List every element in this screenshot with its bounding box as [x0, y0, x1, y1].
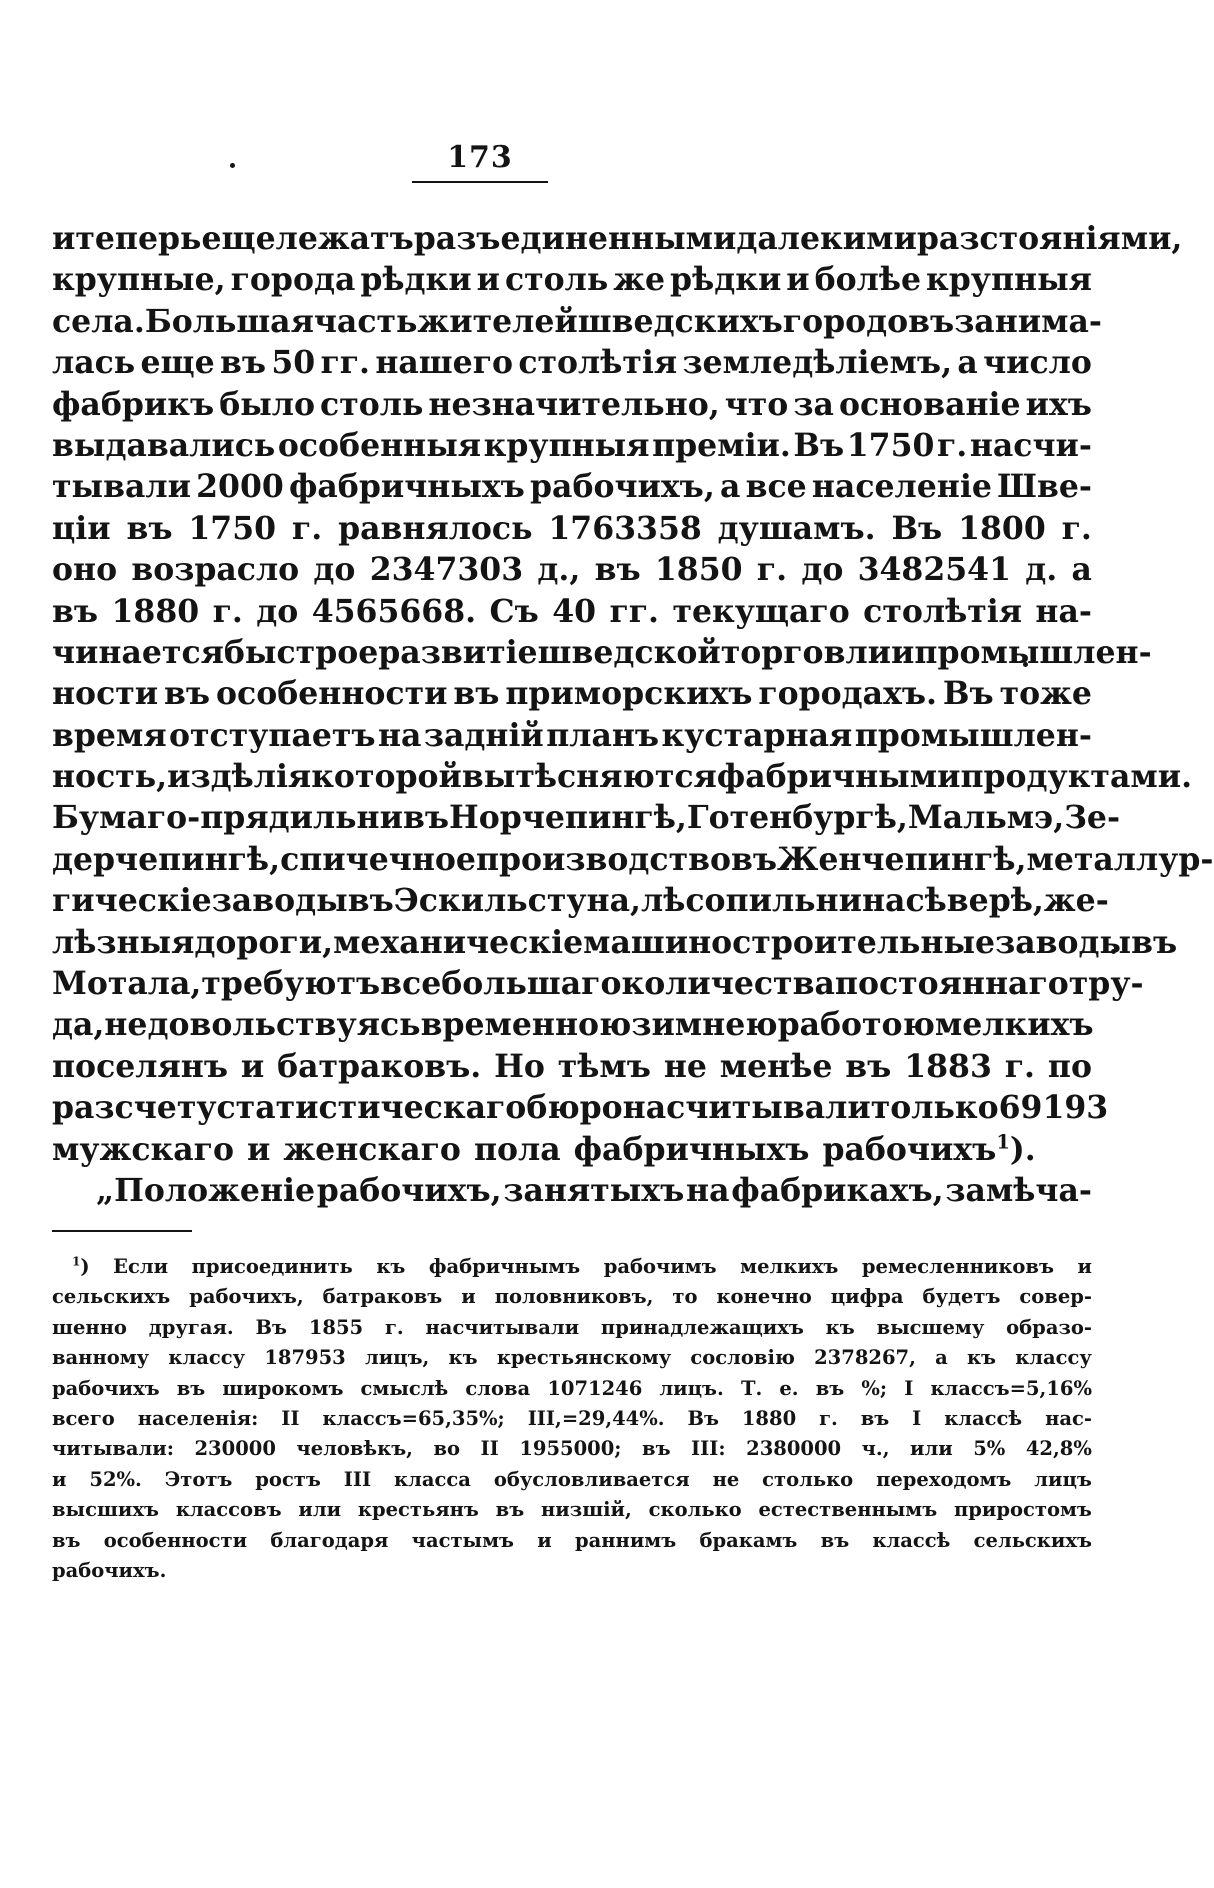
footnote-marker: 1 — [72, 1254, 81, 1269]
text-line: тывали 2000 фабричныхъ рабочихъ, а все населеніе Шве- — [52, 468, 1092, 506]
text-line: Мотала, требуютъ все большаго количества постояннаго тру- — [52, 965, 1144, 1003]
text-line: поселянъ и батраковъ. Но тѣмъ не менѣе въ 1883 г. по — [52, 1047, 1092, 1085]
footnote-separator — [52, 1230, 192, 1232]
footnote-line: въ особенности благодаря частымъ и раннимъ бракамъ въ классѣ сельскихъ — [52, 1528, 1092, 1552]
footnote-line: $^1$) Если присоединить къ фабричнымъ рабочимъ мелкихъ ремесленниковъ и — [72, 1254, 1092, 1278]
text-line: выдавались особенныя крупныя преміи. Въ 1750 г. насчи- — [52, 426, 1092, 464]
footnote-line: рабочихъ въ широкомъ смыслѣ слова 1071246 лицъ. Т. е. въ %; I классъ=5,16% — [52, 1376, 1092, 1400]
footnote-ref: 1 — [996, 1130, 1010, 1154]
text-line: крупные, города рѣдки и столь же рѣдки и болѣе крупныя — [52, 261, 1092, 299]
footnote-line: читывали: 230000 человѣкъ, во II 1955000; въ III: 2380000 ч., или 5% 42,8% — [52, 1437, 1092, 1461]
text-line: гическіе заводы въ Эскильстуна, лѣсопильни на сѣверѣ, же- — [52, 882, 1109, 920]
text-line: села. Большая часть жителей шведскихъ городовъ занима- — [52, 302, 1102, 340]
print-speck — [230, 163, 235, 168]
main-text — [52, 218, 1214, 1211]
text-line: лась еще въ 50 гг. нашего столѣтія земледѣліемъ, а число — [52, 344, 1092, 382]
text-line: ность, издѣлія которой вытѣсняются фабричными продуктами. — [52, 758, 1193, 796]
text-line: въ 1880 г. до 4565668. Съ 40 гг. текущаго столѣтія на- — [52, 592, 1092, 630]
text-line: да, не довольствуясь временною зимнею работою мелкихъ — [52, 1006, 1094, 1044]
text-line: ціи въ 1750 г. равнялось 1763358 душамъ. Въ 1800 г. — [52, 509, 1092, 547]
text-line: мужскаго и женскаго пола фабричныхъ рабочихъ$^1$). — [52, 1130, 1036, 1168]
text-line: ности въ особенности въ приморскихъ городахъ. Въ тоже — [52, 675, 1092, 713]
footnote-line: сельскихъ рабочихъ, батраковъ и половниковъ, то конечно цифра будетъ совер- — [52, 1285, 1092, 1309]
text-line: чинается быстрое развитіе шведской торговли и промышлен- — [52, 633, 1152, 671]
footnote-line: всего населенія: II классъ=65,35%; III,=29,44%. Въ 1880 г. въ I классѣ нас- — [52, 1406, 1092, 1430]
text-line: лѣзныя дороги, механическіе машиностроительные заводы въ — [52, 923, 1178, 961]
text-line: время отступаетъ на задній планъ кустарная промышлен- — [52, 716, 1092, 754]
footnote-line: ванному классу 187953 лицъ, къ крестьянскому сословію 2378267, а къ классу — [52, 1346, 1092, 1370]
text-line: и теперь еще лежатъ разъединенными далекими разстояніями, — [52, 220, 1183, 257]
footnote-block — [52, 1252, 1092, 1586]
page-number-rule — [412, 181, 548, 183]
footnote-line: рабочихъ. — [52, 1558, 167, 1582]
footnote-line: шенно другая. Въ 1855 г. насчитывали принадлежащихъ къ высшему образо- — [52, 1315, 1092, 1339]
footnote-line: высшихъ классовъ или крестьянъ въ низшій, сколько естественнымъ приростомъ — [52, 1498, 1092, 1522]
footnote-line: и 52%. Этотъ ростъ III класса обусловливается не столько переходомъ лицъ — [52, 1467, 1092, 1491]
text-line: Бумаго-прядильни въ Норчепингѣ, Готенбургѣ, Мальмэ, Зе- — [52, 799, 1121, 837]
text-line: фабрикъ было столь незначительно, что за основаніе ихъ — [52, 385, 1092, 423]
page-number: 173 — [447, 140, 513, 175]
text-line: разсчету статистическаго бюро насчитывали только 69193 — [52, 1089, 1109, 1127]
text-line: дерчепингѣ, спичечное производство въ Женчепингѣ, металлур- — [52, 840, 1214, 878]
text-line: „Положеніе рабочихъ, занятыхъ на фабрикахъ, замѣча- — [96, 1171, 1092, 1209]
text-line: оно возрасло до 2347303 д., въ 1850 г. до 3482541 д. а — [52, 551, 1092, 589]
